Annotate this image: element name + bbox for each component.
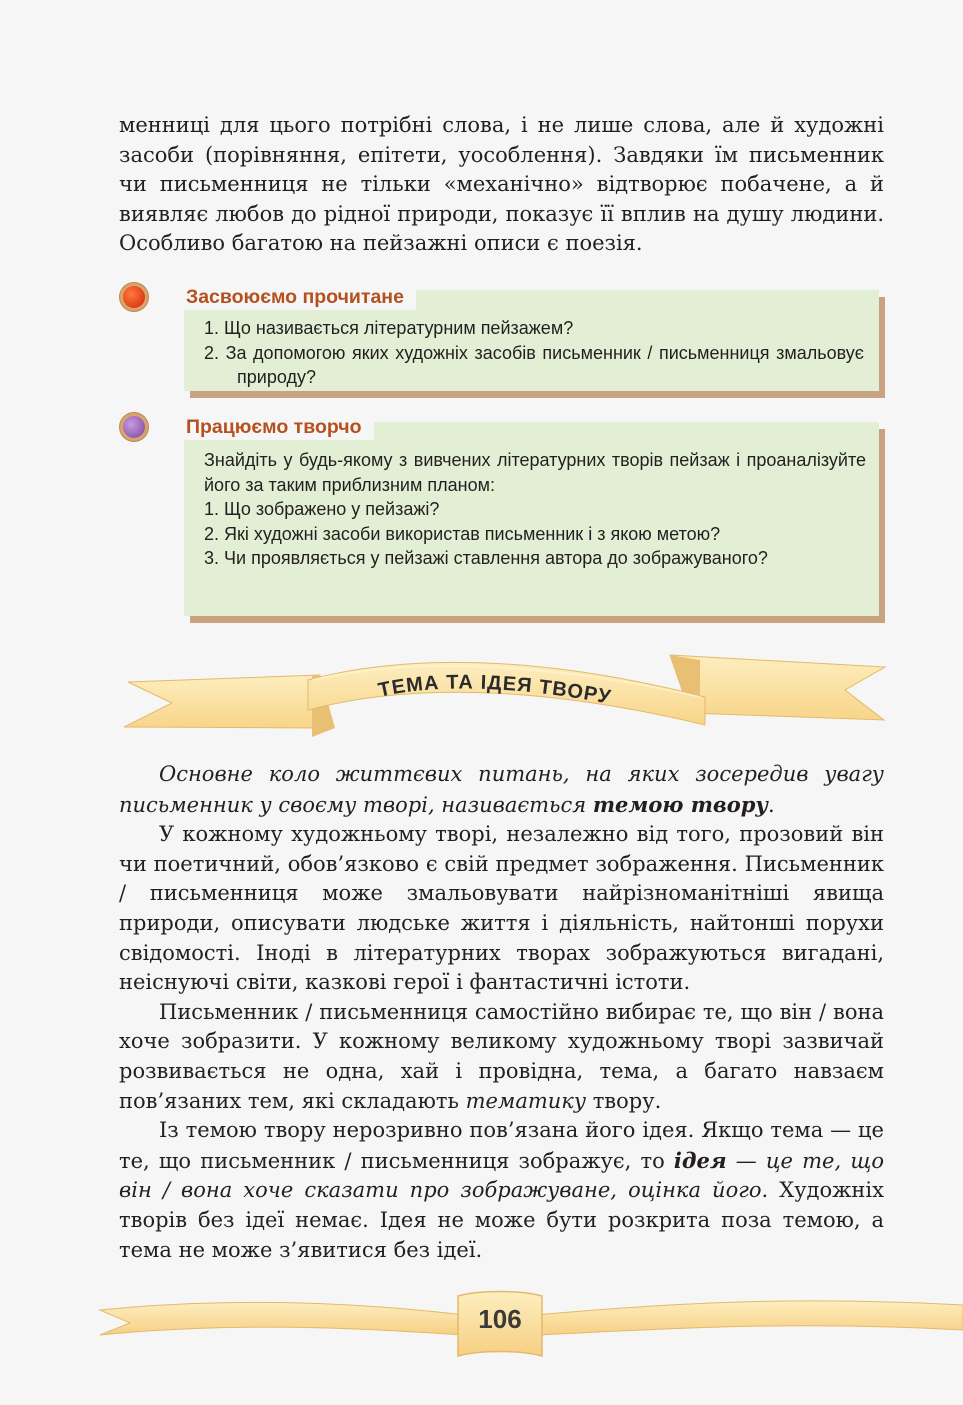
plan-item: 1. Що зображено у пейзажі? [204,499,440,520]
creative-task-intro: Знайдіть у будь-якому з вивчених літературних творів пейзаж і проаналізуйте його за таким приблизним планом: [204,450,866,495]
paragraph-subject: У кожному художньому творі, незалежно від того, прозовий він чи поетичний, обов’язково є свій предмет зображення. Письменник / письменниця може змальовувати найрізноманітніші явища природи, описувати людське життя і діяльність, найтонші порухи свідомості. Іноді в літературних творах зображуються вигадані, неіснуючі світи, казкові герої і фантастичні істоти. [119,822,884,995]
paragraph-idea: Із темою твору нерозривно пов’язана його ідея. Якщо тема — це те, що письменник / письменниця зображує, то ідея — це те, що він / вона хоче сказати про зображуване, оцінка його. Художніх творів без ідеї немає. Ідея не може бути розкрита поза темою, а тема не може з’явитися без ідеї. [119,1118,884,1262]
box2-title: Працюємо творчо [184,414,374,440]
paragraph-thematics: Письменник / письменниця самостійно вибирає те, що він / вона хоче зобразити. У кожному великому художньому творі зазвичай розвивається не одна, хай і провідна, тема, а багато навзаєм пов’язаних тем, які складають тематику твору. [119,999,884,1113]
intro-paragraph: менниці для цього потрібні слова, і не лише слова, але й художні засоби (порівняння, епітети, уособлення). Завдяки їм письменник чи письменниця не тільки «механічно» відтворює побачене, а й виявляє любов до рідної природи, показує її вплив на душу людини. Особливо багатою на пейзажні описи є поезія. [119,113,884,256]
term-theme: темою твору [592,791,768,817]
theme-definition: Основне коло життєвих питань, на яких зосередив увагу письменник у своєму творі, називається темою твору. [119,762,884,817]
plan-item: 3. Чи проявляється у пейзажі ставлення автора до зображуваного? [204,548,768,569]
task-box-creative [184,422,879,616]
question-item: 1. Що називається літературним пейзажем? [204,318,574,338]
plan-item: 2. Які художні засоби використав письменник і з якою метою? [204,523,721,544]
term-thematics: тематику [465,1088,587,1113]
footer-ribbon [0,1290,963,1380]
page-number: 106 [478,1304,522,1334]
main-text [119,760,884,1265]
creative-plan [204,497,866,571]
orange-bullet-icon [120,283,148,311]
section-banner [0,645,963,765]
purple-bullet-icon [120,413,148,441]
question-item: 2. За допомогою яких художніх засобів письменник / письменниця змальовує природу? [204,342,864,388]
banner-title: ТЕМА ТА ІДЕЯ ТВОРУ [376,671,614,709]
term-idea: ідея [673,1147,727,1173]
box1-title: Засвоюємо прочитане [184,284,416,310]
comprehension-questions [204,316,864,390]
